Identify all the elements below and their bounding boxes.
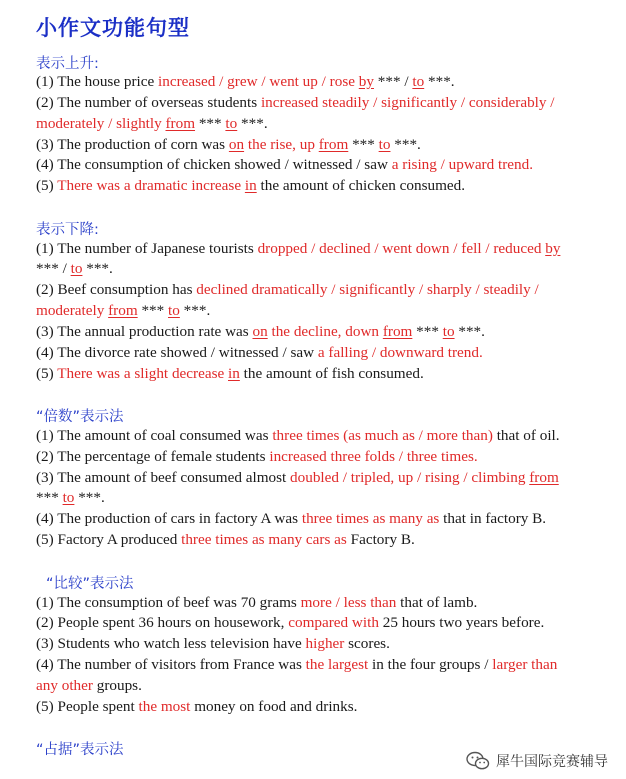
plain-text: *** [412, 323, 443, 340]
highlight-text: doubled / tripled, up / rising / climbing [290, 469, 530, 486]
plain-text: *** [195, 115, 226, 132]
highlight-text: moderately [36, 302, 109, 319]
plain-text: (1) The number of Japanese tourists [36, 240, 258, 257]
sentence-line [36, 364, 424, 384]
sentence-line [36, 322, 485, 342]
highlight-underlined-text: from [382, 323, 413, 340]
highlight-text: the rise, up [244, 136, 319, 153]
highlight-text: increased / grew / went up / rose [158, 73, 359, 90]
section-heading-share: “占据”表示法 [36, 742, 124, 758]
sentence-line [36, 634, 390, 654]
plain-text: (4) The divorce rate showed / witnessed / saw [36, 344, 318, 361]
plain-text: that in factory B. [439, 510, 547, 527]
highlight-underlined-text: to [168, 302, 180, 319]
plain-text: (2) The number of overseas students [36, 94, 261, 111]
highlight-underlined-text: from [318, 136, 349, 153]
plain-text: (3) The annual production rate was [36, 323, 253, 340]
plain-text: ***. [237, 115, 268, 132]
plain-text: ***. [82, 260, 113, 277]
sentence-line [36, 155, 533, 175]
plain-text: in the four groups / [368, 656, 493, 673]
plain-text: *** [348, 136, 379, 153]
sentence-line [36, 239, 560, 259]
sentence-line [36, 72, 455, 92]
highlight-underlined-text: on [252, 323, 268, 340]
highlight-underlined-text: to [70, 260, 83, 277]
plain-text: (4) The number of visitors from France was [36, 656, 306, 673]
sentence-line [36, 114, 268, 134]
highlight-text: the largest [305, 656, 369, 673]
highlight-text: declined dramatically / significantly / sharply / steadily / [196, 281, 539, 298]
highlight-text: increased three folds / three times. [269, 448, 478, 465]
highlight-text: the most [138, 698, 191, 715]
page-title: 小作文功能句型 [36, 16, 190, 40]
highlight-underlined-text: from [108, 302, 138, 319]
highlight-underlined-text: to [378, 136, 391, 153]
highlight-underlined-text: by [358, 73, 374, 90]
sentence-line [36, 468, 559, 488]
sentence-line [36, 259, 113, 279]
highlight-text: compared with [288, 614, 379, 631]
sentence-line [36, 676, 142, 696]
plain-text: scores. [344, 635, 390, 652]
plain-text: the amount of fish consumed. [239, 365, 424, 382]
highlight-underlined-text: to [62, 489, 75, 506]
sentence-line [36, 655, 557, 675]
plain-text: (4) The consumption of chicken showed / witnessed / saw [36, 156, 392, 173]
plain-text: *** / [36, 260, 71, 277]
highlight-text: more / less than [300, 594, 397, 611]
plain-text: ***. [74, 489, 105, 506]
sentence-line [36, 488, 105, 508]
plain-text: (3) The amount of beef consumed almost [36, 469, 291, 486]
highlight-text: a rising / upward trend. [391, 156, 534, 173]
sentence-line [36, 530, 415, 550]
plain-text: 25 hours two years before. [378, 614, 545, 631]
plain-text: that of oil. [492, 427, 560, 444]
sentence-line [36, 613, 544, 633]
highlight-underlined-text: from [529, 469, 559, 486]
highlight-text: dropped / declined / went down / fell / reduced [257, 240, 546, 257]
plain-text: (5) [36, 177, 58, 194]
highlight-text: moderately / slightly [36, 115, 166, 132]
plain-text: groups. [92, 677, 142, 694]
sentence-line [36, 93, 555, 113]
plain-text: *** [36, 489, 63, 506]
watermark [466, 751, 608, 771]
watermark-text: 犀牛国际竞赛辅导 [496, 754, 608, 770]
highlight-underlined-text: from [165, 115, 196, 132]
plain-text: (3) The production of corn was [36, 136, 229, 153]
section-heading-fall: 表示下降: [36, 222, 99, 238]
plain-text: (1) The house price [36, 73, 159, 90]
highlight-text: three times as many as [301, 510, 440, 527]
plain-text: (2) People spent 36 hours on housework, [36, 614, 289, 631]
highlight-text: a falling / downward trend. [317, 344, 483, 361]
plain-text: (5) People spent [36, 698, 139, 715]
section-heading-rise: 表示上升: [36, 56, 99, 72]
plain-text: Factory B. [346, 531, 415, 548]
section-heading-multiple: “倍数”表示法 [36, 409, 124, 425]
highlight-underlined-text: by [545, 240, 561, 257]
plain-text: (3) Students who watch less television have [36, 635, 306, 652]
plain-text: (5) Factory A produced [36, 531, 182, 548]
highlight-text: higher [305, 635, 345, 652]
plain-text: (2) The percentage of female students [36, 448, 270, 465]
sentence-line [36, 426, 560, 446]
sentence-line [36, 301, 210, 321]
plain-text: (1) The amount of coal consumed was [36, 427, 273, 444]
sentence-line [36, 343, 483, 363]
sentence-line [36, 697, 357, 717]
sentence-line [36, 135, 421, 155]
plain-text: *** [137, 302, 169, 319]
plain-text: (2) Beef consumption has [36, 281, 197, 298]
plain-text: that of lamb. [396, 594, 478, 611]
plain-text: ***. [179, 302, 211, 319]
highlight-text: There was a slight decrease [57, 365, 229, 382]
plain-text: the amount of chicken consumed. [256, 177, 466, 194]
highlight-text: increased steadily / significantly / considerably / [260, 94, 555, 111]
highlight-text: three times as many cars as [181, 531, 347, 548]
plain-text: *** / [373, 73, 413, 90]
highlight-underlined-text: on [228, 136, 245, 153]
wechat-icon [466, 751, 490, 771]
plain-text: (5) [36, 365, 58, 382]
plain-text: money on food and drinks. [190, 698, 358, 715]
sentence-line [36, 593, 477, 613]
sentence-line [36, 280, 539, 300]
highlight-underlined-text: to [412, 73, 425, 90]
highlight-text: There was a dramatic increase [57, 177, 245, 194]
highlight-underlined-text: to [225, 115, 238, 132]
sentence-line [36, 447, 478, 467]
highlight-underlined-text: to [442, 323, 455, 340]
sentence-line [36, 176, 465, 196]
highlight-underlined-text: in [244, 177, 257, 194]
plain-text: (4) The production of cars in factory A was [36, 510, 302, 527]
sentence-line [36, 509, 546, 529]
highlight-text: the decline, down [267, 323, 383, 340]
plain-text: (1) The consumption of beef was 70 grams [36, 594, 301, 611]
highlight-text: three times (as much as / more than) [272, 427, 493, 444]
section-heading-compare: “比较”表示法 [46, 576, 134, 592]
highlight-text: any other [36, 677, 93, 694]
plain-text: ***. [424, 73, 455, 90]
plain-text: ***. [454, 323, 485, 340]
highlight-text: larger than [492, 656, 558, 673]
highlight-underlined-text: in [228, 365, 240, 382]
plain-text: ***. [390, 136, 421, 153]
